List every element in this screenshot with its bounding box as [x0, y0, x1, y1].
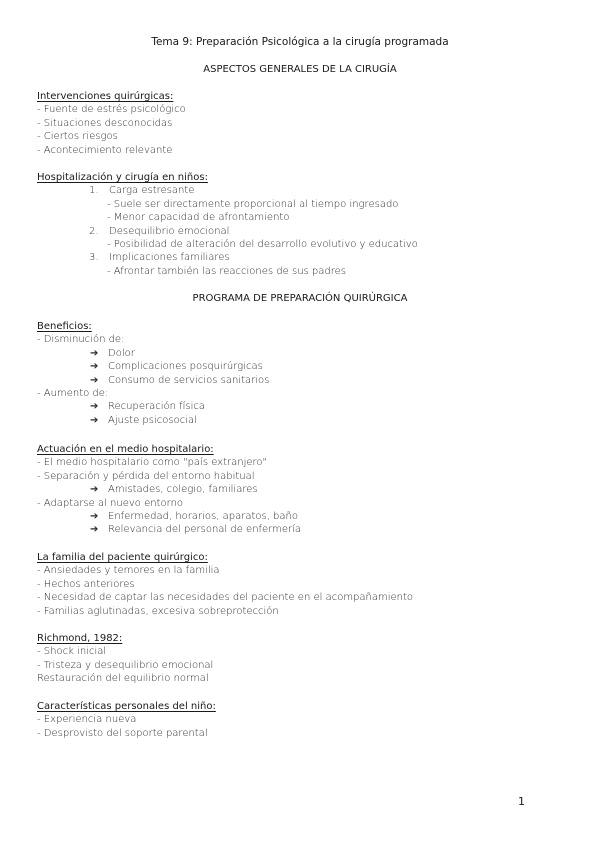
arrow-icon: ➔ — [90, 511, 99, 523]
numbered-item — [37, 251, 418, 264]
caracteristicas-section — [37, 700, 216, 740]
arrow-item — [37, 483, 301, 496]
richmond-section — [37, 632, 213, 686]
arrow-item-text: Recuperación física — [108, 401, 206, 413]
numbered-item — [37, 225, 418, 238]
item-number: 3. — [89, 252, 99, 264]
list-item: - Disminución de: — [37, 334, 125, 346]
hospitalizacion-section — [37, 171, 418, 278]
section-title-aspectos: ASPECTOS GENERALES DE LA CIRUGÍA — [203, 64, 397, 75]
list-item: - Shock inicial — [37, 646, 107, 658]
sub-item: - Afrontar también las reacciones de sus padres — [107, 265, 346, 277]
arrow-item — [37, 510, 301, 523]
list-item: - El medio hospitalario como "país extranjero" — [37, 457, 268, 469]
arrow-icon: ➔ — [90, 524, 99, 536]
arrow-item — [37, 414, 269, 427]
page-title: Tema 9: Preparación Psicológica a la cirugía programada — [151, 36, 449, 48]
familia-heading: La familia del paciente quirúrgico: — [37, 552, 208, 563]
arrow-icon: ➔ — [90, 484, 99, 496]
arrow-icon: ➔ — [90, 347, 99, 359]
list-item: - Acontecimiento relevante — [37, 144, 173, 156]
arrow-item — [37, 347, 269, 360]
list-item: - Necesidad de captar las necesidades del paciente en el acompañamiento — [37, 592, 414, 604]
list-item: - Tristeza y desequilibrio emocional — [37, 659, 214, 671]
arrow-item — [37, 360, 269, 373]
arrow-icon: ➔ — [90, 414, 99, 426]
arrow-item-text: Ajuste psicosocial — [108, 414, 197, 426]
hospitalizacion-heading: Hospitalización y cirugía en niños: — [37, 172, 208, 183]
arrow-item-text: Enfermedad, horarios, aparatos, baño — [108, 511, 298, 523]
arrow-icon: ➔ — [90, 361, 99, 373]
list-item: Restauración del equilibrio normal — [37, 673, 209, 685]
caracteristicas-heading: Características personales del niño: — [37, 701, 216, 712]
sub-item: - Posibilidad de alteración del desarrollo evolutivo y educativo — [107, 239, 418, 251]
intervenciones-heading: Intervenciones quirúrgicas: — [37, 91, 174, 102]
list-item: - Desprovisto del soporte parental — [37, 727, 208, 739]
list-item: - Aumento de: — [37, 388, 109, 400]
richmond-heading: Richmond, 1982: — [37, 633, 123, 644]
arrow-icon: ➔ — [90, 401, 99, 413]
section-title-programa: PROGRAMA DE PREPARACIÓN QUIRÚRGICA — [192, 293, 408, 304]
arrow-item — [37, 523, 301, 536]
familia-section — [37, 551, 413, 618]
arrow-item — [37, 374, 269, 387]
sub-item: - Menor capacidad de afrontamiento — [107, 212, 290, 224]
list-item: - Separación y pérdida del entorno habitual — [37, 470, 255, 482]
beneficios-section — [37, 320, 269, 427]
arrow-item-text: Consumo de servicios sanitarios — [108, 374, 270, 386]
list-item: - Situaciones desconocidas — [37, 117, 173, 129]
actuacion-section — [37, 443, 301, 537]
list-item: - Hechos anteriores — [37, 578, 135, 590]
list-item: - Experiencia nueva — [37, 714, 137, 726]
item-text: Implicaciones familiares — [109, 252, 230, 264]
sub-item: - Suele ser directamente proporcional al tiempo ingresado — [107, 198, 399, 210]
page-number: 1 — [518, 795, 525, 808]
list-item: - Fuente de estrés psicológico — [37, 104, 186, 116]
item-text: Desequilibrio emocional — [109, 225, 230, 237]
beneficios-heading: Beneficios: — [37, 321, 92, 332]
list-item: - Ansiedades y temores en la familia — [37, 565, 220, 577]
list-item: - Adaptarse al nuevo entorno — [37, 497, 184, 509]
actuacion-heading: Actuación en el medio hospitalario: — [37, 444, 214, 455]
item-text: Carga estresante — [109, 185, 195, 197]
arrow-item — [37, 400, 269, 413]
item-number: 2. — [89, 225, 99, 237]
arrow-item-text: Relevancia del personal de enfermería — [108, 524, 302, 536]
arrow-item-text: Complicaciones posquirúrgicas — [108, 361, 263, 373]
intervenciones-section — [37, 90, 186, 157]
arrow-icon: ➔ — [90, 374, 99, 386]
numbered-item — [37, 184, 418, 197]
arrow-item-text: Amistades, colegio, familiares — [108, 484, 258, 496]
list-item: - Ciertos riesgos — [37, 131, 118, 143]
list-item: - Familias aglutinadas, excesiva sobreprotección — [37, 605, 279, 617]
item-number: 1. — [89, 185, 99, 197]
arrow-item-text: Dolor — [108, 347, 135, 359]
